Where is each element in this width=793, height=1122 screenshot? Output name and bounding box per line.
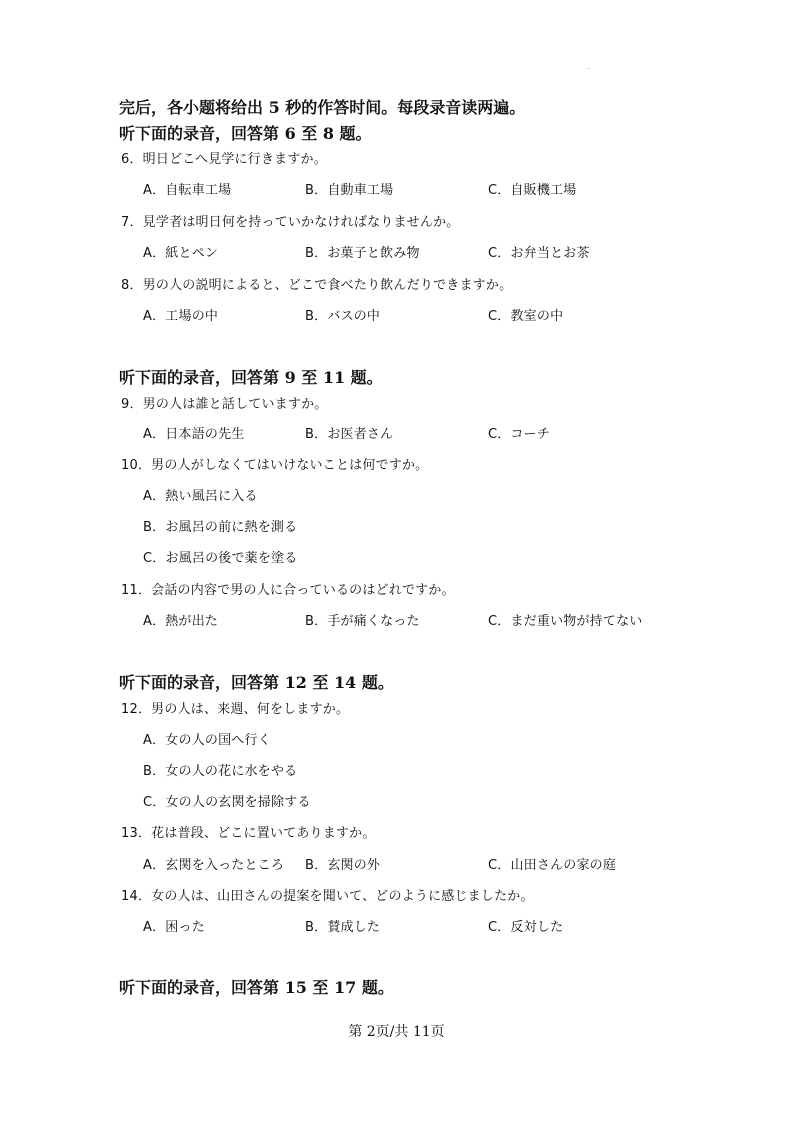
question-12-option-c: C．女の人の玄関を掃除する — [143, 795, 311, 810]
question-7-option-a: A．紙とペン — [143, 246, 219, 261]
question-8-option-b: B．バスの中 — [305, 309, 381, 324]
question-10-stem: 10．男の人がしなくてはいけないことは何ですか。 — [121, 458, 429, 473]
question-13-option-a: A．玄関を入ったところ — [143, 858, 285, 873]
question-13-option-c: C．山田さんの家の庭 — [488, 858, 617, 873]
question-8-stem: 8．男の人の説明によると、どこで食べたり飲んだりできますか。 — [121, 278, 513, 293]
question-11-option-c: C．まだ重い物が持てない — [488, 614, 643, 629]
intro-instruction: 完后，各小题将给出 5 秒的作答时间。每段录音读两遍。 — [119, 98, 526, 117]
question-9-option-b: B．お医者さん — [305, 427, 394, 442]
question-10-option-c: C．お風呂の後で薬を塗る — [143, 551, 298, 566]
question-12-stem: 12．男の人は、来週、何をしますか。 — [121, 702, 350, 717]
question-7-option-b: B．お菓子と飲み物 — [305, 246, 420, 261]
question-14-option-a: A．困った — [143, 920, 205, 935]
question-14-stem: 14．女の人は、山田さんの提案を聞いて、どのように感じましたか。 — [121, 889, 534, 904]
question-6-option-c: C．自販機工場 — [488, 183, 577, 198]
question-11-option-b: B．手が痛くなった — [305, 614, 420, 629]
question-11-stem: 11．会話の内容で男の人に合っているのはどれですか。 — [121, 583, 455, 598]
question-12-option-a: A．女の人の国へ行く — [143, 733, 271, 748]
question-7-stem: 7．見学者は明日何を持っていかなければなりませんか。 — [121, 215, 460, 230]
question-11-option-a: A．熱が出た — [143, 614, 219, 629]
question-8-option-c: C．教室の中 — [488, 309, 564, 324]
section-heading-6-8: 听下面的录音，回答第 6 至 8 题。 — [119, 124, 372, 143]
question-10-option-b: B．お風呂の前に熱を測る — [143, 520, 298, 535]
question-8-option-a: A．工場の中 — [143, 309, 219, 324]
question-7-option-c: C．お弁当とお茶 — [488, 246, 590, 261]
question-9-stem: 9．男の人は誰と話していますか。 — [121, 397, 328, 412]
scan-speck — [588, 68, 589, 69]
question-14-option-c: C．反対した — [488, 920, 564, 935]
question-13-stem: 13．花は普段、どこに置いてありますか。 — [121, 826, 376, 841]
question-13-option-b: B．玄関の外 — [305, 858, 381, 873]
section-heading-12-14: 听下面的录音，回答第 12 至 14 题。 — [119, 673, 394, 692]
question-6-option-a: A．自転車工場 — [143, 183, 232, 198]
question-9-option-a: A．日本語の先生 — [143, 427, 245, 442]
page-number-footer: 第 2页/共 11页 — [348, 1024, 445, 1040]
question-9-option-c: C．コーチ — [488, 427, 551, 442]
section-heading-9-11: 听下面的录音，回答第 9 至 11 题。 — [119, 368, 383, 387]
question-6-stem: 6．明日どこへ見学に行きますか。 — [121, 152, 327, 167]
question-6-option-b: B．自動車工場 — [305, 183, 394, 198]
question-12-option-b: B．女の人の花に水をやる — [143, 764, 298, 779]
question-10-option-a: A．熱い風呂に入る — [143, 489, 258, 504]
section-heading-15-17: 听下面的录音，回答第 15 至 17 题。 — [119, 978, 394, 997]
question-14-option-b: B．賛成した — [305, 920, 381, 935]
